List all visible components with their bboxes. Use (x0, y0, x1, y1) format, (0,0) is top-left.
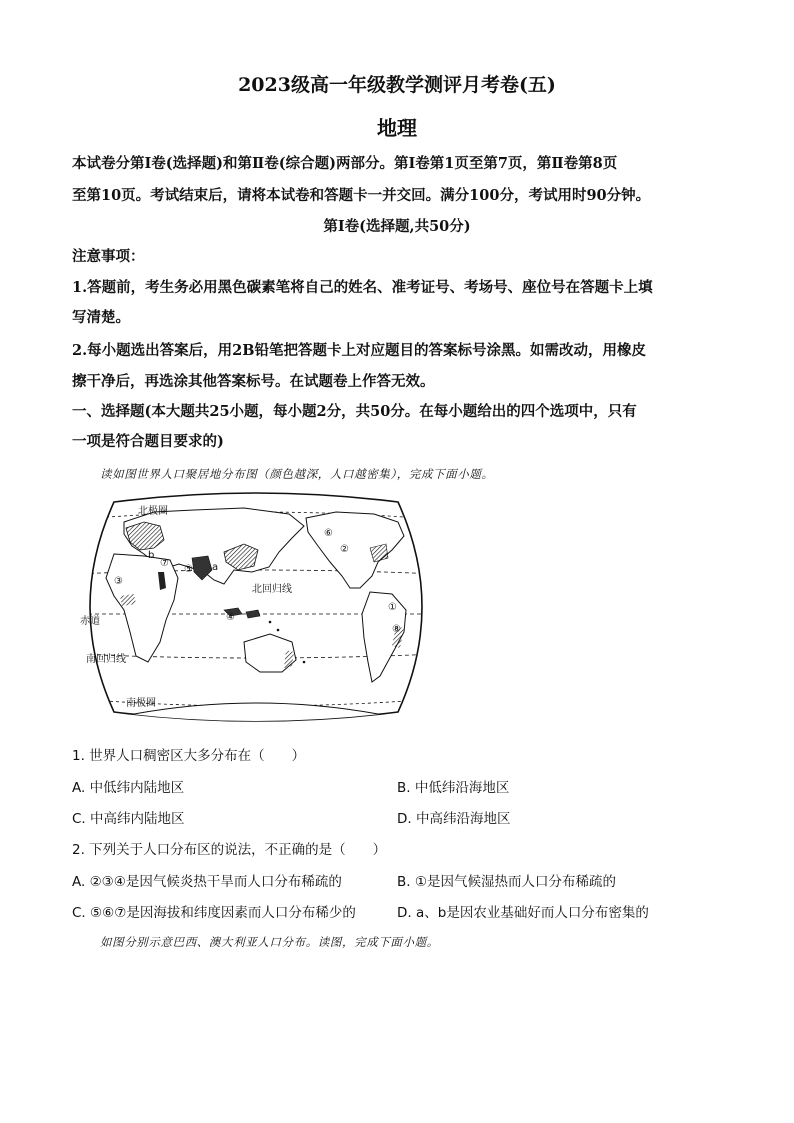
region-1-label: ① (388, 602, 397, 613)
question-1-option-b[interactable]: B. 中低纬沿海地区 (397, 780, 510, 796)
notice-2-line-b: 擦干净后，再选涂其他答案标号。在试题卷上作答无效。 (72, 373, 435, 390)
section-1-line-b: 一项是符合题目要求的) (72, 433, 224, 450)
region-3-label: ③ (114, 576, 123, 587)
region-2-label: ② (340, 544, 349, 555)
notice-1-line-a: 1.答题前，考生务必用黑色碳素笔将自己的姓名、准考证号、考场号、座位号在答题卡上填 (72, 279, 653, 296)
notice-2-line-a: 2.每小题选出答案后，用2B铅笔把答题卡上对应题目的答案标号涂黑。如需改动，用橡皮 (72, 342, 646, 359)
section-1-line-a: 一、选择题(本大题共25小题，每小题2分，共50分。在每小题给出的四个选项中，只有 (72, 403, 637, 420)
tropic-capricorn-label: 南回归线 (86, 654, 126, 665)
question-1-option-c[interactable]: C. 中高纬内陆地区 (72, 811, 185, 827)
notice-title: 注意事项： (72, 248, 145, 265)
region-6-label: ⑥ (324, 528, 333, 539)
question-2-option-c[interactable]: C. ⑤⑥⑦是因海拔和纬度因素而人口分布稀少的 (72, 905, 356, 921)
region-4-label: ④ (226, 612, 235, 623)
part1-title: 第Ⅰ卷(选择题,共50分) (323, 218, 471, 235)
question-1-option-d[interactable]: D. 中高纬沿海地区 (397, 811, 511, 827)
region-7-label: ⑦ (160, 558, 169, 569)
north-circle-label: 北极圈 (138, 506, 168, 517)
equator-label: 赤道 (80, 616, 100, 627)
question-2-stem: 2. 下列关于人口分布区的说法，不正确的是（ ） (72, 842, 387, 858)
notice-1-line-b: 写清楚。 (72, 309, 130, 326)
region-5-label: ⑤ (184, 564, 193, 575)
question-2-option-a[interactable]: A. ②③④是因气候炎热干旱而人口分布稀疏的 (72, 874, 342, 890)
question-2-option-d[interactable]: D. a、b是因农业基础好而人口分布密集的 (397, 905, 649, 921)
next-figure-intro: 如图分别示意巴西、澳大利亚人口分布。读图，完成下面小题。 (100, 935, 439, 949)
exam-title: 2023级高一年级教学测评月考卷(五) (238, 74, 556, 96)
question-1-stem: 1. 世界人口稠密区大多分布在（ ） (72, 748, 306, 764)
subject-title: 地理 (377, 116, 417, 140)
region-a-label: a (212, 562, 219, 573)
region-8-label: ⑧ (392, 624, 401, 635)
instructions-line-2: 至第10页。考试结束后，请将本试卷和答题卡一并交回。满分100分，考试用时90分钟。 (72, 187, 651, 204)
question-1-option-a[interactable]: A. 中低纬内陆地区 (72, 780, 185, 796)
world-population-map (74, 492, 438, 722)
south-circle-label: 南极圈 (126, 698, 156, 709)
question-2-option-b[interactable]: B. ①是因气候湿热而人口分布稀疏的 (397, 874, 616, 890)
map-intro-text: 读如图世界人口聚居地分布图（颜色越深，人口越密集），完成下面小题。 (100, 467, 494, 481)
west-africa-dense-area (120, 594, 136, 606)
instructions-line-1: 本试卷分第Ⅰ卷(选择题)和第Ⅱ卷(综合题)两部分。第Ⅰ卷第1页至第7页，第Ⅱ卷第8页 (72, 155, 618, 172)
region-b-label: b (148, 550, 155, 561)
tropic-cancer-label: 北回归线 (252, 584, 292, 595)
